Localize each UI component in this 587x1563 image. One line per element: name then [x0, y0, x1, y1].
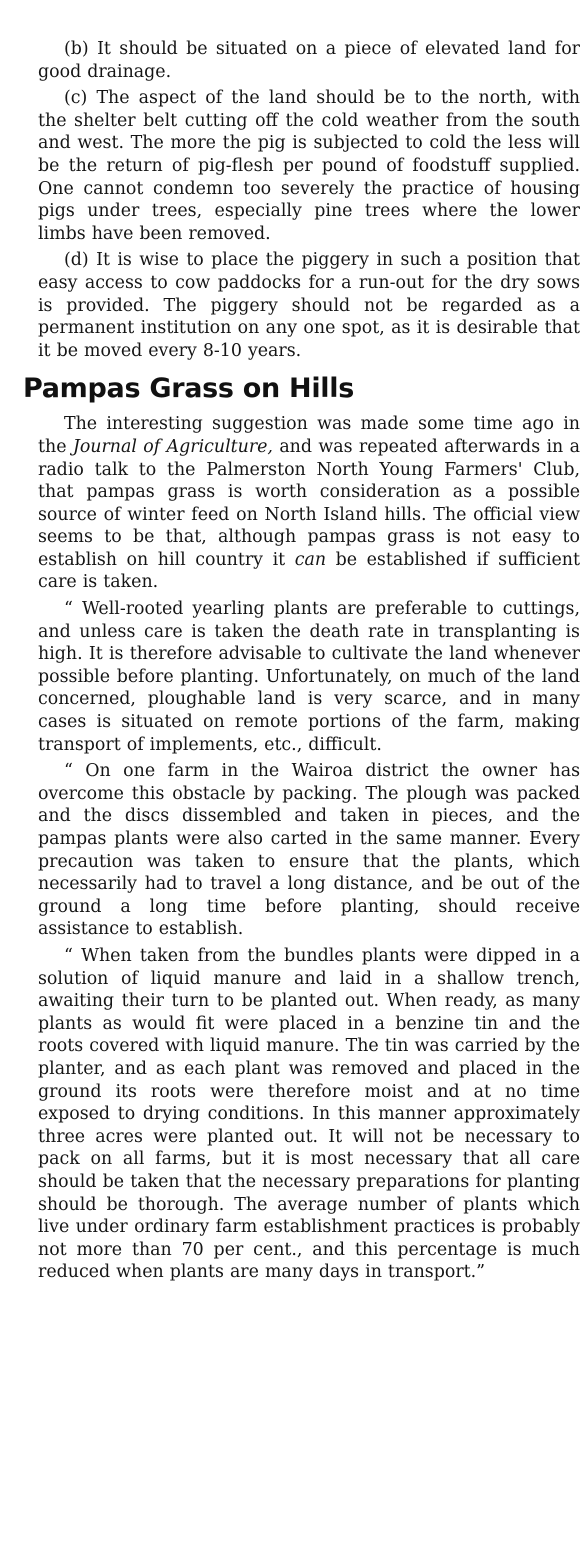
list-item-c [38, 87, 580, 245]
item-text: It is wise to place the piggery in such a position that easy access to cow paddocks for a run-out for the dry sows is provided. The piggery should not be regarded as a permanent institution on any one spot, as it is desirable that it be moved every 8-10 years. [38, 250, 580, 361]
quote-paragraph-1: “ Well-rooted yearling plants are preferable to cuttings, and unless care is taken the death rate in transplanting is high. It is therefore advisable to cultivate the land whenever possible before planting. Unfortunately, on much of the land concerned, ploughable land is very scarce, and in many cases is situated on remote portions of the farm, making transport of implements, etc., difficult. [38, 599, 580, 755]
intro-part-2: and was repeated afterwards in a radio talk to the Palmerston North Young Farmers' Club, that pampas grass is worth consideration as a possible source of winter feed on North Island hills. The official view seems to be that, although pampas grass is not easy to establish on hill country it [38, 436, 580, 570]
quote-paragraph-2: “ On one farm in the Wairoa district the owner has overcome this obstacle by packing. The plough was packed and the discs dissembled and taken in pieces, and the pampas plants were also carted in the same manner. Every precaution was taken to ensure that the plants, which necessarily had to travel a long distance, and be out of the ground a long time before planting, should receive assistance to establish. [38, 761, 580, 940]
emphasis-can: can [294, 549, 327, 570]
quote-paragraph-3: “ When taken from the bundles plants were dipped in a solution of liquid manure and laid in a shallow trench, awaiting their turn to be planted out. When ready, as many plants as would fit were placed in a benzine tin and the roots covered with liquid manure. The tin was carried by the planter, and as each plant was removed and placed in the ground its roots were therefore moist and at no time exposed to drying conditions. In this manner approximately three acres were planted out. It will not be necessary to pack on all farms, but it is most necessary that all care should be taken that the necessary preparations for planting should be thorough. The average number of plants which live under ordinary farm establishment practices is probably not more than 70 per cent., and this percentage is much reduced when plants are many days in transport.” [38, 945, 580, 1283]
list-item-d [38, 249, 580, 362]
item-text: The aspect of the land should be to the north, with the shelter belt cutting off the cold weather from the south and west. The more the pig is subjected to cold the less will be the return of pig-flesh per pound of foodstuff supplied. One cannot condemn too severely the practice of housing pigs under trees, especially pine trees where the lower limbs have been removed. [38, 88, 581, 244]
article-page [23, 38, 581, 1288]
item-text: It should be situated on a piece of elevated land for good drainage. [38, 39, 580, 82]
item-label: (b) [64, 39, 89, 59]
section-heading: Pampas Grass on Hills [23, 373, 354, 405]
intro-part-3: be established if sufficient care is taken. [38, 549, 580, 593]
journal-title: Journal of Agriculture, [72, 436, 273, 457]
intro-paragraph [38, 413, 580, 594]
list-item-b [38, 38, 580, 83]
item-label: (c) [64, 88, 88, 109]
item-label: (d) [64, 250, 89, 271]
intro-part-1: The interesting suggestion was made some time ago in the [38, 414, 580, 457]
